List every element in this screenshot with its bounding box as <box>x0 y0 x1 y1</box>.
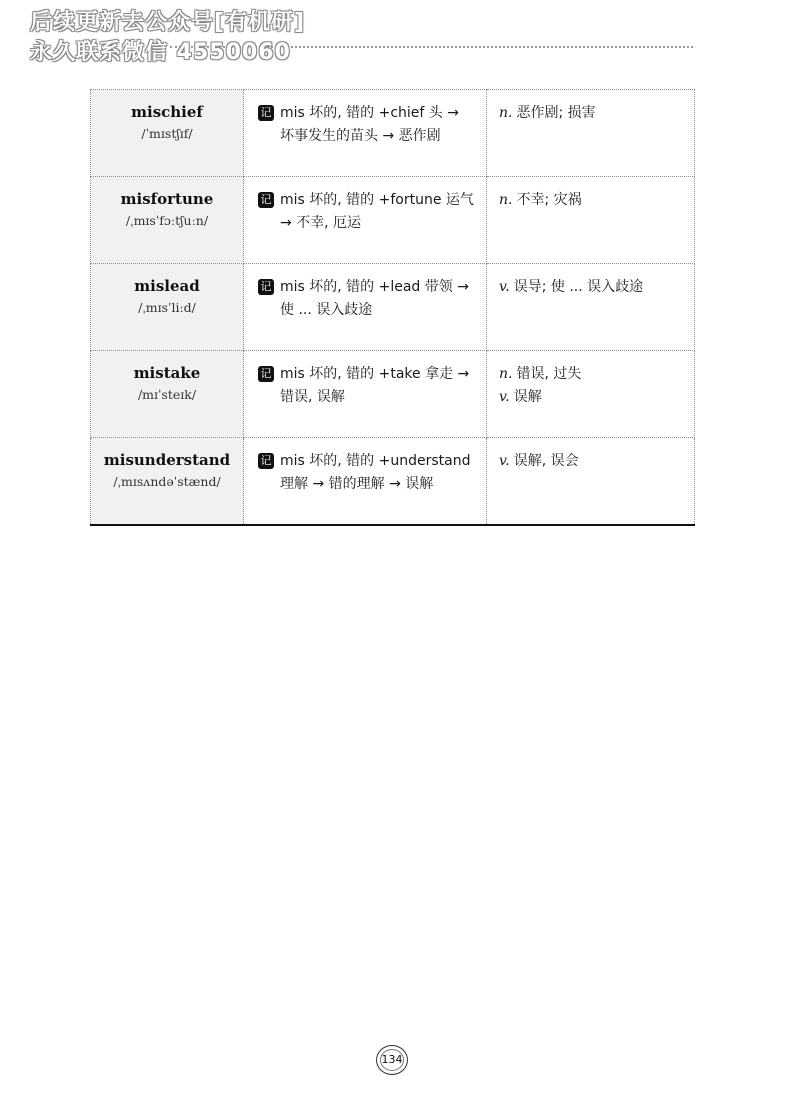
memory-badge-icon: 记 <box>258 453 274 469</box>
definition-cell <box>487 177 695 264</box>
memory-tip-cell <box>244 90 487 177</box>
part-of-speech: n. <box>499 366 513 382</box>
memory-tip-line: 理解 → 错的理解 → 误解 <box>280 476 434 492</box>
part-of-speech: v. <box>499 389 510 405</box>
definition-text: 误导; 使 ... 误入歧途 <box>513 279 644 295</box>
definition-line <box>499 363 686 386</box>
definition-line <box>499 189 686 212</box>
headword: mistake <box>133 364 201 382</box>
memory-tip-line: 坏事发生的苗头 → 恶作剧 <box>280 128 441 144</box>
memory-tip-line: mis 坏的, 错的 +understand <box>280 453 471 469</box>
part-of-speech: v. <box>499 453 510 469</box>
memory-badge-icon: 记 <box>258 192 274 208</box>
memory-tip-line: mis 坏的, 错的 +lead 带领 → <box>280 279 469 295</box>
page-number: 134 <box>376 1045 408 1075</box>
memory-tip-cell <box>244 177 487 264</box>
memory-badge-icon: 记 <box>258 366 274 382</box>
headword: mischief <box>131 103 203 121</box>
memory-tip-cell <box>244 438 487 525</box>
word-cell <box>91 351 244 438</box>
watermark-line-1: 后续更新去公众号[有机研] <box>30 10 306 35</box>
pronunciation: /ˌmɪsˈliːd/ <box>138 300 196 315</box>
headword: misunderstand <box>103 451 231 469</box>
pronunciation: /ˌmɪsʌndəˈstænd/ <box>113 474 221 489</box>
table-row <box>91 351 695 438</box>
watermark <box>30 8 305 68</box>
definition-cell <box>487 438 695 525</box>
word-cell <box>91 90 244 177</box>
definition-text: 错误, 过失 <box>516 366 582 382</box>
definition-line <box>499 102 686 125</box>
pronunciation: /ˈmɪstʃɪf/ <box>141 126 193 141</box>
memory-badge-icon: 记 <box>258 279 274 295</box>
definition-text: 恶作剧; 损害 <box>516 105 596 121</box>
memory-tip-line: 错误, 误解 <box>280 389 345 405</box>
memory-tip-cell <box>244 264 487 351</box>
word-cell <box>91 177 244 264</box>
definition-text: 误解, 误会 <box>513 453 579 469</box>
definition-text: 误解 <box>513 389 542 405</box>
watermark-line-2: 永久联系微信 4550060 <box>30 40 291 65</box>
memory-tip-line: 使 ... 误入歧途 <box>280 302 373 318</box>
table-row <box>91 438 695 525</box>
table-row <box>91 264 695 351</box>
headword: misfortune <box>120 190 214 208</box>
memory-tip-line: mis 坏的, 错的 +fortune 运气 <box>280 192 474 208</box>
memory-tip-line: → 不幸, 厄运 <box>280 215 362 231</box>
word-cell <box>91 264 244 351</box>
definition-line <box>499 450 686 473</box>
definition-cell <box>487 90 695 177</box>
definition-line <box>499 386 686 409</box>
definition-cell <box>487 351 695 438</box>
memory-tip-line: mis 坏的, 错的 +take 拿走 → <box>280 366 470 382</box>
memory-badge-icon: 记 <box>258 105 274 121</box>
memory-tip-cell <box>244 351 487 438</box>
part-of-speech: n. <box>499 105 513 121</box>
table-row <box>91 90 695 177</box>
vocabulary-table <box>90 89 695 526</box>
table-row <box>91 177 695 264</box>
definition-text: 不幸; 灾祸 <box>516 192 582 208</box>
definition-line <box>499 276 686 299</box>
part-of-speech: n. <box>499 192 513 208</box>
memory-tip-line: mis 坏的, 错的 +chief 头 → <box>280 105 459 121</box>
pronunciation: /mɪˈsteɪk/ <box>137 387 197 402</box>
part-of-speech: v. <box>499 279 510 295</box>
pronunciation: /ˌmɪsˈfɔːtʃuːn/ <box>125 213 209 228</box>
headword: mislead <box>134 277 200 295</box>
definition-cell <box>487 264 695 351</box>
word-cell <box>91 438 244 525</box>
